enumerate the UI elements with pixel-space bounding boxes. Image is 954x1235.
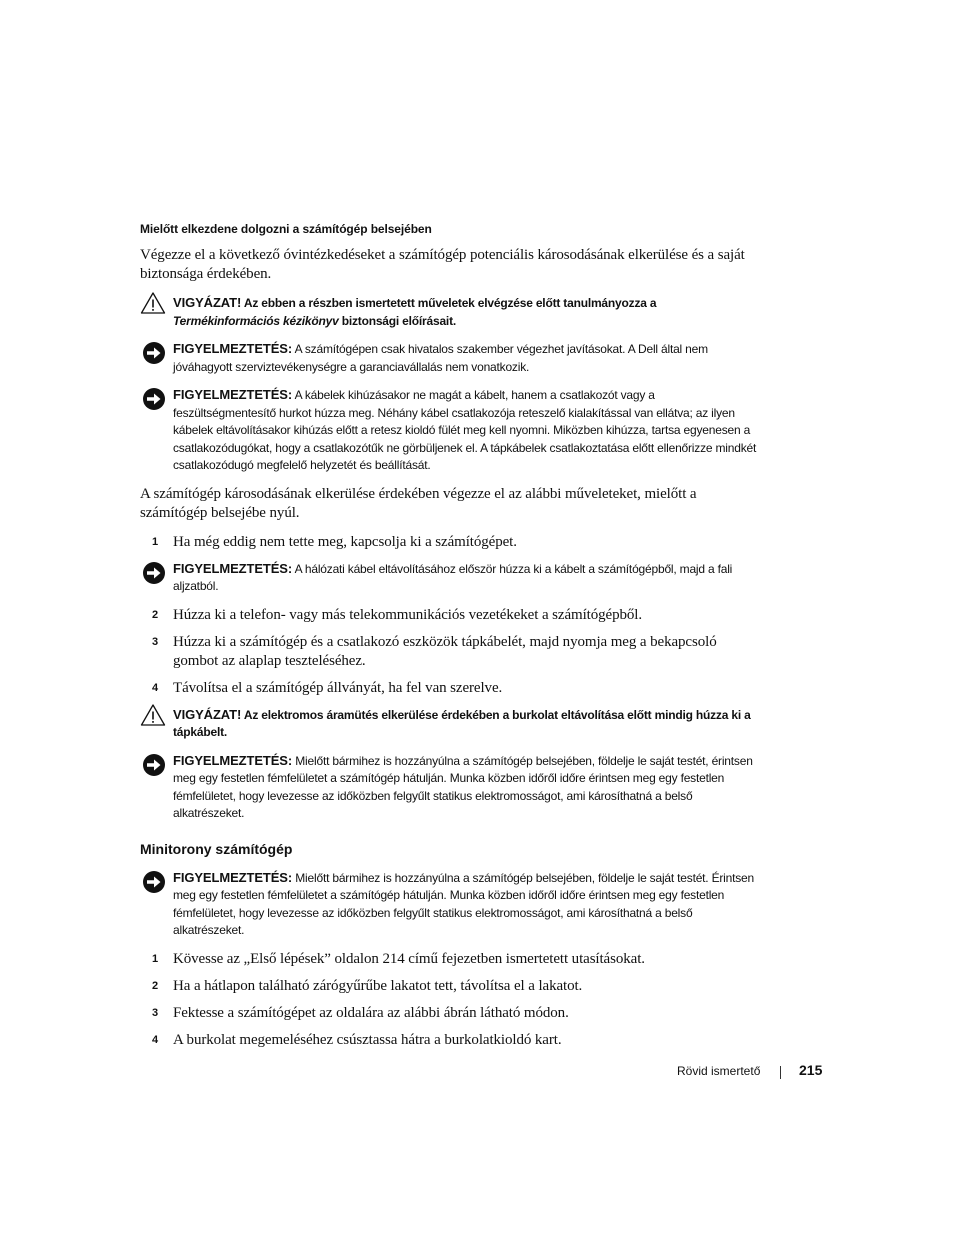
caution-label: VIGYÁZAT! [173, 295, 242, 310]
notice-label: FIGYELMEZTETÉS: [173, 560, 293, 576]
warning-triangle-icon [140, 291, 166, 315]
notice-text: Mielőtt bármihez is hozzányúlna a számítógép belsejében, földelje le saját testét, érintsen meg egy festetlen fémfelületet a számítógép hátulján. Munka közben időről időre érintsen meg egy festetlen fémfelületet, hogy levezesse az időközben felgyűlt statikus elektromosságot, ami károsíthatná a belső alkatrészeket. [173, 753, 753, 820]
caution-text-end: biztonsági előírásait. [341, 313, 456, 328]
step-item [140, 950, 760, 969]
step-number: 2 [152, 979, 159, 992]
step-text: Húzza ki a telefon- vagy más telekommunikációs vezetékeket a számítógépből. [173, 606, 642, 623]
notice-label: FIGYELMEZTETÉS: [173, 752, 293, 768]
page-content [140, 222, 760, 1058]
step-number: 4 [152, 681, 159, 694]
notice-5 [140, 869, 760, 940]
notice-1 [140, 340, 760, 376]
caution-italic: Termékinformációs kézikönyv [173, 313, 339, 328]
notice-text: A kábelek kihúzásakor ne magát a kábelt, hanem a csatlakozót vagy a feszültségmentesítő hurkot húzza meg. Néhány kábel csatlakozója reteszelő kialakítással van ellátva; az ilyen kábelek eltávolításakor kihúzás előtt a retesz kioldó fülét meg kell nyomni. Miközben kihúzza, tartsa egyenesen a csatlakozódugókat, hogy a csatlakozótűk ne görbüljenek el. A tápkábelek csatlakoztatása előtt ellenőrizze mindkét csatlakozódugó megfelelő helyzetét és beállítását. [173, 388, 757, 472]
step-number: 3 [152, 1006, 159, 1019]
step-item [140, 533, 760, 552]
notice-label: FIGYELMEZTETÉS: [173, 387, 293, 402]
paragraph-2: A számítógép károsodásának elkerülése érdekében végezze el az alábbi műveleteket, mielőtt a számítógép belsejébe nyúl. [140, 485, 697, 521]
notice-label: FIGYELMEZTETÉS: [173, 869, 293, 885]
caution-2 [140, 706, 760, 742]
step-text: Kövesse az „Első lépések” oldalon 214 című fejezetben ismertetett utasításokat. [173, 950, 645, 967]
intro-paragraph: Végezze el a következő óvintézkedéseket a számítógép potenciális károsodásának elkerülése és a saját biztonsága érdekében. [140, 247, 745, 282]
caution-1 [140, 294, 760, 330]
notice-text: A számítógépen csak hivatalos szakember végezhet javításokat. A Dell által nem jóváhagyott szerviztevékenységre a garanciavállalás nem vonatkozik. [173, 342, 708, 374]
step-number: 1 [152, 952, 159, 965]
caution-text: Az elektromos áramütés elkerülése érdekében a burkolat eltávolítása előtt mindig húzza ki a tápkábelt. [173, 707, 751, 739]
page-number: 215 [799, 1062, 823, 1078]
notice-2 [140, 386, 760, 475]
step-item [140, 1004, 760, 1023]
step-item [140, 1031, 760, 1050]
subsection-title: Minitorony számítógép [140, 840, 293, 857]
step-item [140, 606, 760, 625]
notice-arrow-icon [142, 870, 166, 894]
section-title: Mielőtt elkezdene dolgozni a számítógép belsejében [140, 222, 432, 236]
footer-divider [780, 1066, 781, 1079]
notice-text: A hálózati kábel eltávolításához először húzza ki a kábelt a számítógépből, majd a fali aljzatból. [173, 561, 733, 593]
notice-4 [140, 752, 760, 823]
notice-arrow-icon [142, 341, 166, 365]
step-text: A burkolat megemeléséhez csúsztassa hátra a burkolatkioldó kart. [173, 1031, 562, 1048]
notice-label: FIGYELMEZTETÉS: [173, 341, 293, 356]
notice-text: Mielőtt bármihez is hozzányúlna a számítógép belsejében, földelje le saját testét. Érintsen meg egy festetlen fémfelületet a számítógép hátulján. Munka közben időről időre érintsen meg egy festetlen fémfelületet, hogy levezesse az időközben felgyűlt statikus elektromosságot, ami károsíthatná a belső alkatrészeket. [173, 870, 754, 937]
step-item [140, 679, 760, 698]
step-text: Húzza ki a számítógép és a csatlakozó eszközök tápkábelét, majd nyomja meg a bekapcsoló gombot az alaplap teszteléséhez. [173, 633, 717, 669]
step-number: 4 [152, 1033, 159, 1046]
step-number: 2 [152, 608, 159, 621]
step-item [140, 633, 760, 671]
notice-arrow-icon [142, 387, 166, 411]
notice-arrow-icon [142, 753, 166, 777]
notice-3 [140, 560, 760, 596]
caution-text: Az ebben a részben ismertetett műveletek elvégzése előtt tanulmányozza a [243, 296, 657, 310]
step-text: Fektesse a számítógépet az oldalára az alábbi ábrán látható módon. [173, 1004, 569, 1021]
caution-label: VIGYÁZAT! [173, 706, 242, 722]
step-text: Ha a hátlapon található zárógyűrűbe lakatot tett, távolítsa el a lakatot. [173, 977, 583, 994]
step-number: 3 [152, 635, 159, 648]
footer-section-title: Rövid ismertető [677, 1064, 761, 1078]
step-text: Ha még eddig nem tette meg, kapcsolja ki a számítógépet. [173, 533, 517, 550]
warning-triangle-icon [140, 703, 166, 727]
notice-arrow-icon [142, 561, 166, 585]
step-text: Távolítsa el a számítógép állványát, ha fel van szerelve. [173, 679, 503, 696]
step-item [140, 977, 760, 996]
step-number: 1 [152, 535, 159, 548]
